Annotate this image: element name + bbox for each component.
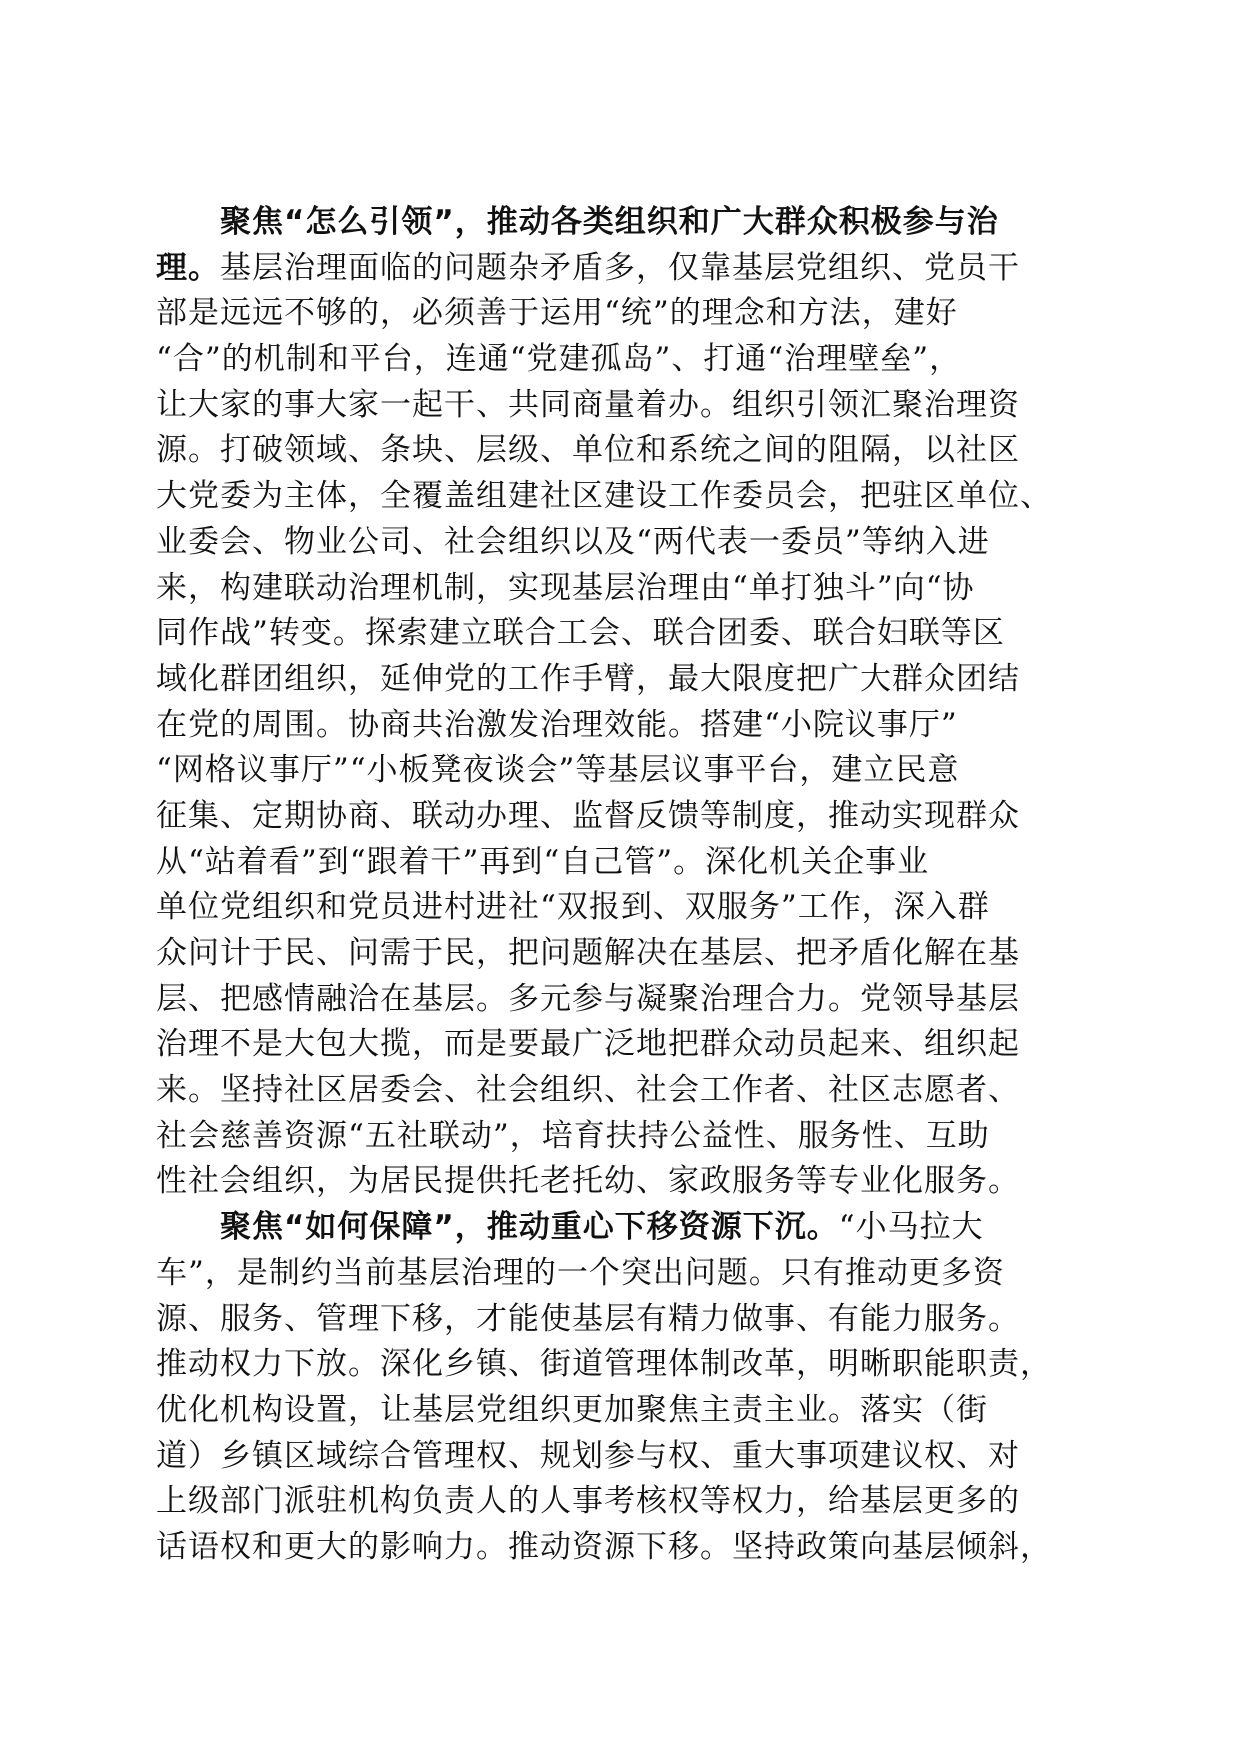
body-text bbox=[156, 200, 1086, 1571]
text-line bbox=[156, 794, 1086, 840]
text-run: 道）乡镇区域综合管理权、规划参与权、重大事项建议权、对 bbox=[156, 1437, 1020, 1474]
text-line bbox=[156, 977, 1086, 1023]
text-line bbox=[156, 200, 1086, 246]
text-run: 治理不是大包大揽，而是要最广泛地把群众动员起来、组织起 bbox=[156, 1026, 1020, 1063]
text-run: 源。打破领域、条块、层级、单位和系统之间的阻隔，以社区 bbox=[156, 432, 1020, 469]
text-line bbox=[156, 1251, 1086, 1297]
text-run: 域化群团组织，延伸党的工作手臂，最大限度把广大群众团结 bbox=[156, 660, 1020, 697]
text-run: 征集、定期协商、联动办理、监督反馈等制度，推动实现群众 bbox=[156, 797, 1020, 834]
text-run: 车”，是制约当前基层治理的一个突出问题。只有推动更多资 bbox=[156, 1254, 1005, 1291]
text-line bbox=[156, 337, 1086, 383]
text-run: 在党的周围。协商共治激发治理效能。搭建“小院议事厅” bbox=[156, 706, 958, 743]
text-run: “合”的机制和平台，连通“党建孤岛”、打通“治理壁垒”， bbox=[156, 341, 962, 378]
text-run: 来，构建联动治理机制，实现基层治理由“单打独斗”向“协 bbox=[156, 569, 975, 606]
text-run: 社会慈善资源“五社联动”，培育扶持公益性、服务性、互助 bbox=[156, 1117, 990, 1154]
text-line bbox=[156, 1525, 1086, 1571]
text-run: 众问计于民、问需于民，把问题解决在基层、把矛盾化解在基 bbox=[156, 935, 1020, 971]
text-line bbox=[156, 931, 1086, 977]
paragraph bbox=[156, 200, 1086, 1205]
text-line bbox=[156, 1434, 1086, 1480]
text-run: 话语权和更大的影响力。推动资源下移。坚持政策向基层倾斜， bbox=[156, 1528, 1052, 1565]
text-run: 同作战”转变。探索建立联合工会、联合团委、联合妇联等区 bbox=[156, 615, 1005, 652]
bold-heading-run: 聚焦“怎么引领”，推动各类组织和广大群众积极参与治 bbox=[220, 204, 999, 240]
text-run: 业委会、物业公司、社会组织以及“两代表一委员”等纳入进 bbox=[156, 523, 990, 560]
text-line bbox=[156, 1388, 1086, 1434]
text-run: 从“站着看”到“跟着干”再到“自己管”。深化机关企事业 bbox=[156, 843, 930, 880]
text-run: 上级部门派驻机构负责人的人事考核权等权力，给基层更多的 bbox=[156, 1483, 1020, 1520]
text-run: “小马拉大 bbox=[838, 1209, 984, 1246]
text-line bbox=[156, 1205, 1086, 1251]
text-line bbox=[156, 566, 1086, 612]
text-line bbox=[156, 748, 1086, 794]
text-line bbox=[156, 885, 1086, 931]
text-line bbox=[156, 520, 1086, 566]
bold-heading-run: 聚焦“如何保障”，推动重心下移资源下沉。 bbox=[220, 1209, 839, 1246]
text-line bbox=[156, 1479, 1086, 1525]
text-line bbox=[156, 1068, 1086, 1114]
text-run: 单位党组织和党员进村进社“双报到、双服务”工作，深入群 bbox=[156, 889, 990, 926]
text-line bbox=[156, 474, 1086, 520]
text-run: 基层治理面临的问题杂矛盾多，仅靠基层党组织、党员干 bbox=[220, 249, 1020, 286]
text-line bbox=[156, 611, 1086, 657]
text-line bbox=[156, 1342, 1086, 1388]
text-line bbox=[156, 428, 1086, 474]
text-line bbox=[156, 1297, 1086, 1343]
bold-heading-run: 理。 bbox=[156, 249, 220, 286]
text-run: 部是远远不够的，必须善于运用“统”的理念和方法，建好 bbox=[156, 295, 958, 332]
text-line bbox=[156, 840, 1086, 886]
text-run: 让大家的事大家一起干、共同商量着办。组织引领汇聚治理资 bbox=[156, 386, 1020, 423]
text-run: 层、把感情融洽在基层。多元参与凝聚治理合力。党领导基层 bbox=[156, 980, 1020, 1017]
text-run: 优化机构设置，让基层党组织更加聚焦主责主业。落实（街 bbox=[156, 1391, 988, 1428]
text-line bbox=[156, 1159, 1086, 1205]
text-line bbox=[156, 1114, 1086, 1160]
text-run: 来。坚持社区居委会、社会组织、社会工作者、社区志愿者、 bbox=[156, 1072, 1020, 1109]
text-run: 源、服务、管理下移，才能使基层有精力做事、有能力服务。 bbox=[156, 1300, 1020, 1337]
text-line bbox=[156, 291, 1086, 337]
text-run: 性社会组织，为居民提供托老托幼、家政服务等专业化服务。 bbox=[156, 1163, 1020, 1200]
text-line bbox=[156, 1022, 1086, 1068]
text-run: “网格议事厅”“小板凳夜谈会”等基层议事平台，建立民意 bbox=[156, 752, 960, 789]
paragraph bbox=[156, 1205, 1086, 1571]
text-line bbox=[156, 657, 1086, 703]
text-line bbox=[156, 246, 1086, 292]
text-run: 推动权力下放。深化乡镇、街道管理体制改革，明晰职能职责， bbox=[156, 1346, 1052, 1383]
text-line bbox=[156, 703, 1086, 749]
text-line bbox=[156, 383, 1086, 429]
text-run: 大党委为主体，全覆盖组建社区建设工作委员会，把驻区单位、 bbox=[156, 478, 1052, 515]
